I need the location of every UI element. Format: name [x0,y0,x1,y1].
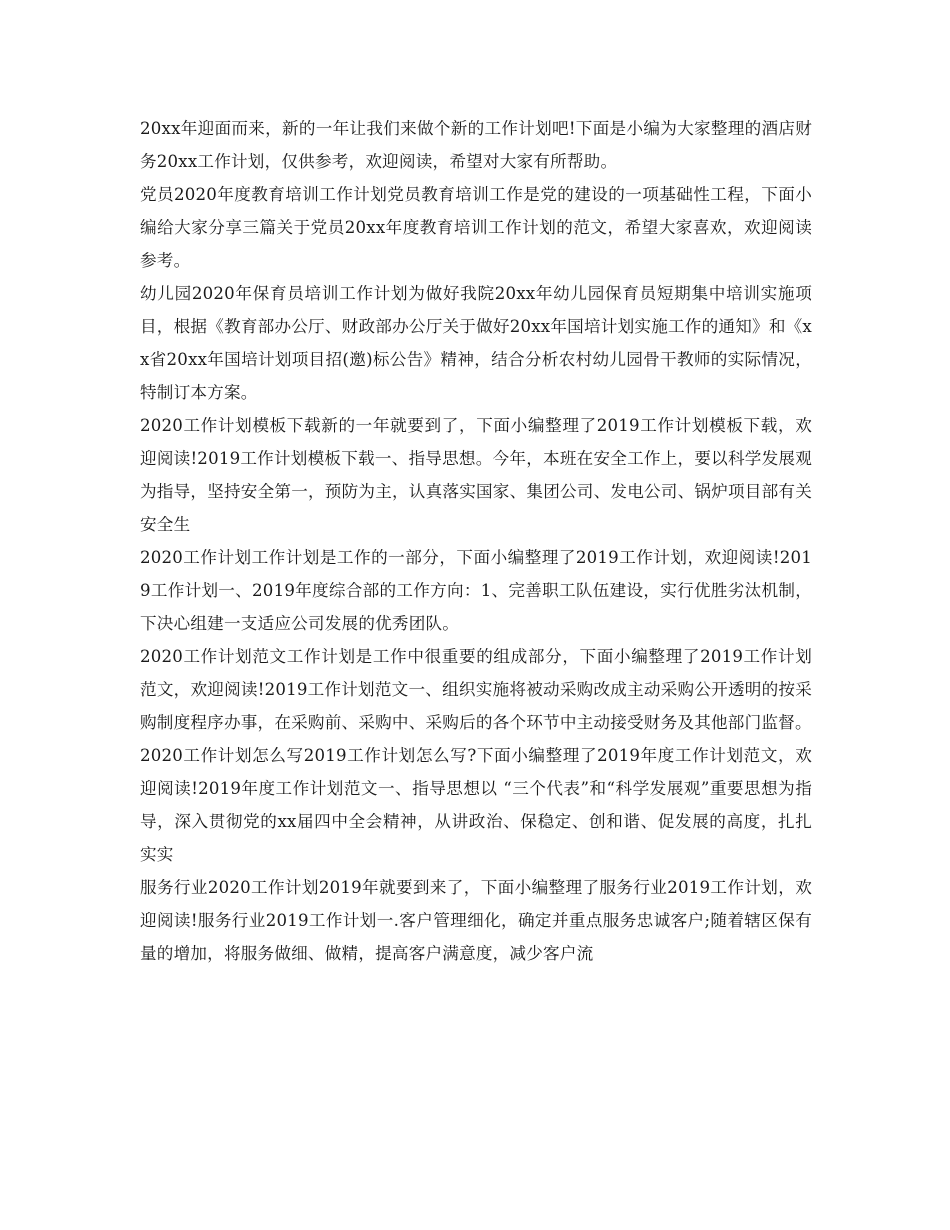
paragraph-how-to-write-plan: 2020工作计划怎么写2019工作计划怎么写?下面小编整理了2019年度工作计划范文，欢迎阅读!2019年度工作计划范文一、指导思想以 “三个代表”和“科学发展观”重要思想为指导，深入贯彻党的xx届四中全会精神，从讲政治、保稳定、创和谐、促发展的高度，扎扎实实 [140,746,812,864]
paragraph-service-industry-plan: 服务行业2020工作计划2019年就要到来了，下面小编整理了服务行业2019工作计划，欢迎阅读!服务行业2019工作计划一.客户管理细化，确定并重点服务忠诚客户;随着辖区保有量的增加，将服务做细、做精，提高客户满意度，减少客户流 [140,878,812,963]
paragraph-hotel-finance-plan: 20xx年迎面而来，新的一年让我们来做个新的工作计划吧!下面是小编为大家整理的酒店财务20xx工作计划，仅供参考，欢迎阅读，希望对大家有所帮助。 [140,119,812,171]
paragraph-work-plan: 2020工作计划工作计划是工作的一部分，下面小编整理了2019工作计划，欢迎阅读!2019工作计划一、2019年度综合部的工作方向：1、完善职工队伍建设，实行优胜劣汰机制，下决心组建一支适应公司发展的优秀团队。 [140,548,812,633]
paragraph-plan-template-download: 2020工作计划模板下载新的一年就要到了，下面小编整理了2019工作计划模板下载，欢迎阅读!2019工作计划模板下载一、指导思想。今年，本班在安全工作上，要以科学发展观为指导，坚持安全第一，预防为主，认真落实国家、集团公司、发电公司、锅炉项目部有关安全生 [140,416,812,534]
paragraph-kindergarten-training-plan: 幼儿园2020年保育员培训工作计划为做好我院20xx年幼儿园保育员短期集中培训实施项目，根据《教育部办公厅、财政部办公厅关于做好20xx年国培计划实施工作的通知》和《xx省20xx年国培计划项目招(邀)标公告》精神，结合分析农村幼儿园骨干教师的实际情况，特制订本方案。 [140,284,812,402]
document-body [140,112,812,970]
paragraph-work-plan-sample: 2020工作计划范文工作计划是工作中很重要的组成部分，下面小编整理了2019工作计划范文，欢迎阅读!2019工作计划范文一、组织实施将被动采购改成主动采购公开透明的按采购制度程序办事，在采购前、采购中、采购后的各个环节中主动接受财务及其他部门监督。 [140,647,812,732]
paragraph-party-training-plan: 党员2020年度教育培训工作计划党员教育培训工作是党的建设的一项基础性工程，下面小编给大家分享三篇关于党员20xx年度教育培训工作计划的范文，希望大家喜欢，欢迎阅读参考。 [140,185,812,270]
